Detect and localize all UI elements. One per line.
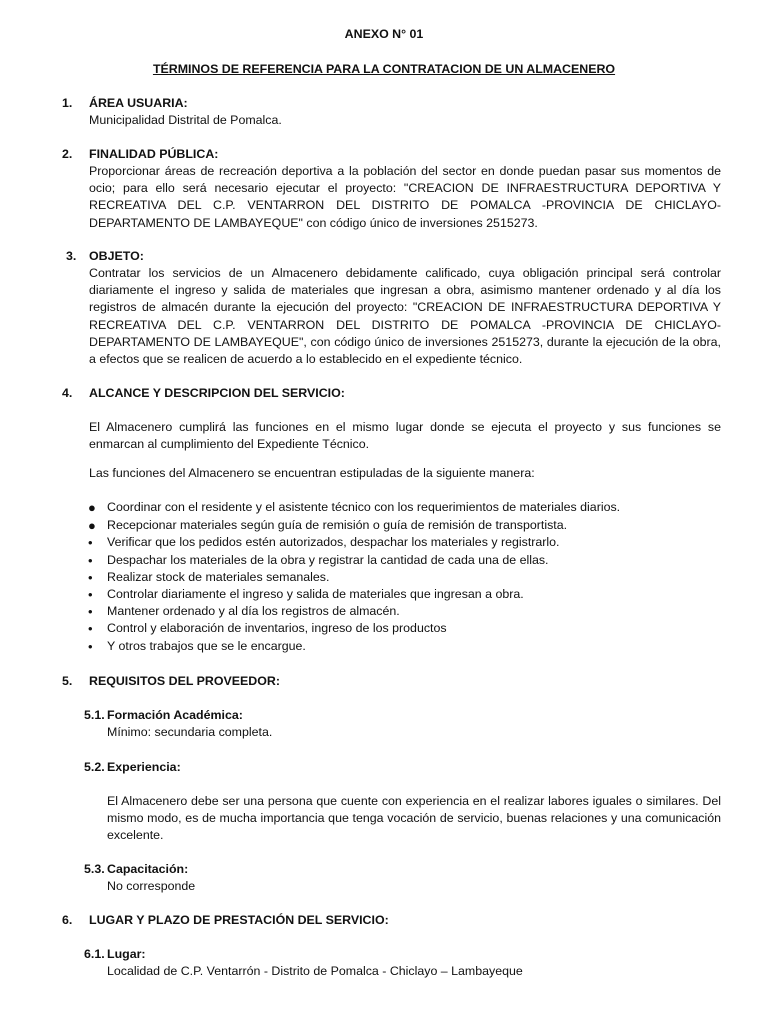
bullet-icon: • (88, 535, 93, 551)
section-5-3-number: 5.3. (84, 862, 105, 876)
section-2-heading: FINALIDAD PÚBLICA: (89, 147, 219, 161)
section-5-2-text: El Almacenero debe ser una persona que cuente con experiencia en el realizar labores iguales o similares. Del mismo modo, es de mucha importancia que tenga vocación de servicio, buenas relaciones y una comunicación excelente. (107, 794, 721, 843)
section-2-number: 2. (62, 147, 73, 161)
list-item (87, 638, 727, 655)
section-5-heading: REQUISITOS DEL PROVEEDOR: (89, 674, 280, 688)
section-5-number: 5. (62, 674, 73, 688)
list-item-text: Despachar los materiales de la obra y registrar la cantidad de cada una de ellas. (107, 552, 549, 567)
section-6-number: 6. (62, 913, 73, 927)
list-item-text: Coordinar con el residente y el asistente técnico con los requerimientos de materiales diarios. (107, 500, 621, 514)
list-item (87, 569, 727, 586)
section-5-2-number: 5.2. (84, 760, 105, 774)
list-item (87, 499, 727, 516)
section-6-heading: LUGAR Y PLAZO DE PRESTACIÓN DEL SERVICIO: (89, 913, 389, 927)
bullet-icon: • (88, 569, 93, 585)
section-3-heading: OBJETO: (89, 249, 144, 263)
bullet-icon: ● (88, 518, 96, 534)
list-item-text: Y otros trabajos que se le encargue. (107, 638, 306, 653)
annex-heading: ANEXO N° 01 (344, 27, 424, 41)
list-item-text: Control y elaboración de inventarios, ingreso de los productos (107, 621, 447, 636)
section-4-paragraph-2: Las funciones del Almacenero se encuentran estipuladas de la siguiente manera: (89, 466, 535, 480)
list-item (87, 586, 727, 603)
list-item (87, 620, 727, 637)
list-item-text: Mantener ordenado y al día los registros de almacén. (107, 604, 400, 619)
section-5-1-heading: Formación Académica: (107, 708, 243, 722)
section-4-heading: ALCANCE Y DESCRIPCION DEL SERVICIO: (89, 386, 345, 400)
bullet-icon: • (88, 638, 93, 654)
section-5-3-heading: Capacitación: (107, 862, 189, 876)
list-item (87, 552, 727, 569)
section-4-number: 4. (62, 386, 73, 400)
section-4-paragraph-1: El Almacenero cumplirá las funciones en el mismo lugar donde se ejecuta el proyecto y sus funciones se enmarcan al cumplimiento del Expediente Técnico. (89, 420, 721, 452)
bullet-icon: • (88, 586, 93, 602)
section-3-number: 3. (66, 249, 77, 263)
list-item-text: Controlar diariamente el ingreso y salida de materiales que ingresan a obra. (107, 586, 524, 601)
section-6-1-number: 6.1. (84, 947, 105, 961)
list-item (87, 534, 727, 551)
section-6-1-heading: Lugar: (107, 947, 146, 961)
document-title: TÉRMINOS DE REFERENCIA PARA LA CONTRATACION DE UN ALMACENERO (152, 62, 616, 76)
list-item-text: Verificar que los pedidos estén autorizados, despachar los materiales y registrarlo. (107, 535, 560, 550)
section-1-number: 1. (62, 96, 73, 110)
section-1-heading: ÁREA USUARIA: (89, 96, 188, 110)
section-5-1-number: 5.1. (84, 708, 105, 722)
list-item (87, 603, 727, 620)
section-5-1-text: Mínimo: secundaria completa. (107, 725, 273, 739)
bullet-icon: ● (88, 500, 96, 515)
section-1-text: Municipalidad Distrital de Pomalca. (89, 113, 282, 127)
functions-list (87, 499, 727, 655)
list-item (87, 517, 727, 534)
section-6-1-text: Localidad de C.P. Ventarrón - Distrito de Pomalca - Chiclayo – Lambayeque (107, 964, 523, 978)
bullet-icon: • (88, 552, 93, 568)
list-item-text: Recepcionar materiales según guía de remisión o guía de remisión de transportista. (107, 518, 568, 533)
bullet-icon: • (88, 604, 93, 620)
section-2-text: Proporcionar áreas de recreación deportiva a la población del sector en donde puedan pasar sus momentos de ocio; para ello será necesario ejecutar el proyecto: "CREACION DE INFRAESTRUCTURA DEPORTIVA Y RECREATIVA DEL C.P. VENTARRON DEL DISTRITO DE POMALCA -PROVINCIA DE CHICLAYO-DEPARTAMENTO DE LAMBAYEQUE" con código único de inversiones 2515273. (89, 164, 721, 230)
section-5-2-heading: Experiencia: (107, 760, 181, 774)
section-3-text: Contratar los servicios de un Almacenero debidamente calificado, cuya obligación principal será controlar diariamente el ingreso y salida de materiales que ingresan a obra, asimismo mantener ordenado y al día los registros de almacén durante la ejecución del proyecto: "CREACION DE INFRAESTRUCTURA DEPORTIVA Y RECREATIVA DEL C.P. VENTARRON DEL DISTRITO DE POMALCA -PROVINCIA DE CHICLAYO-DEPARTAMENTO DE LAMBAYEQUE", con código único de inversiones 2515273, durante la ejecución de la obra, a efectos que se realicen de acuerdo a lo establecido en el expediente técnico. (89, 266, 721, 367)
bullet-icon: • (88, 621, 93, 637)
list-item-text: Realizar stock de materiales semanales. (107, 569, 330, 584)
section-5-3-text: No corresponde (107, 879, 196, 893)
